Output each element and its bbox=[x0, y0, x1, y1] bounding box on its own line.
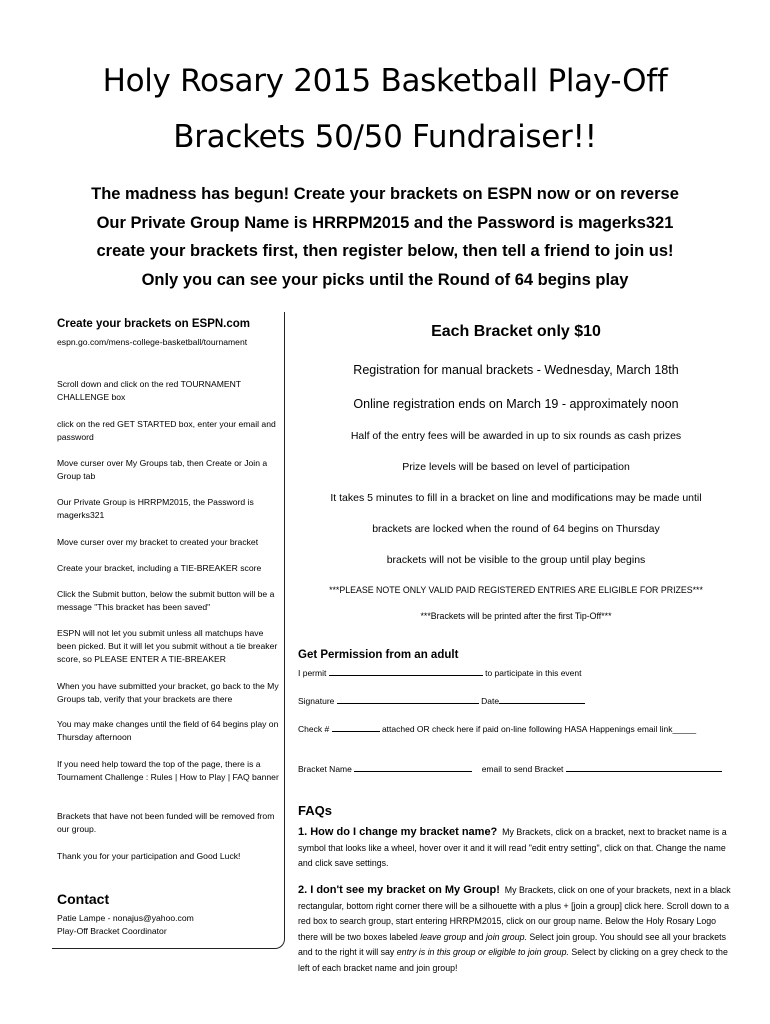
intro-line-3: create your brackets first, then register below, then tell a friend to join us! bbox=[96, 242, 674, 260]
faq-2-and: and bbox=[468, 931, 484, 942]
step-9: When you have submitted your bracket, go back to the My Groups tab, verify that your brackets are there bbox=[57, 681, 279, 704]
participate-label: to participate in this event bbox=[485, 668, 582, 678]
contact-heading: Contact bbox=[57, 891, 110, 907]
check-number-field[interactable] bbox=[332, 723, 380, 732]
signature-field[interactable] bbox=[337, 695, 479, 704]
faq-2-leave-group: leave group bbox=[420, 931, 467, 942]
contact-role: Play-Off Bracket Coordinator bbox=[57, 926, 167, 936]
step-11: If you need help toward the top of the page, there is a Tournament Challenge : Rules | How to Play | FAQ banner bbox=[57, 759, 279, 782]
info-line-5: It takes 5 minutes to fill in a bracket on line and modifications may be made until bbox=[330, 492, 702, 504]
child-name-field[interactable] bbox=[329, 667, 483, 676]
info-line-4: Prize levels will be based on level of participation bbox=[402, 461, 630, 473]
espn-url: espn.go.com/mens-college-basketball/tournament bbox=[57, 337, 248, 347]
faqs-heading: FAQs bbox=[298, 803, 332, 818]
bracket-name-label: Bracket Name bbox=[298, 764, 352, 774]
faq-2-answer-part3: Select by clicking on a grey check to the left of each bracket name and join group! bbox=[298, 947, 728, 973]
title-line-1: Holy Rosary 2015 Basketball Play-Off bbox=[102, 63, 668, 99]
bracket-name-line bbox=[298, 763, 722, 774]
info-line-7: brackets will not be visible to the group until play begins bbox=[386, 554, 646, 566]
info-line-3: Half of the entry fees will be awarded in up to six rounds as cash prizes bbox=[350, 430, 682, 442]
intro-line-4: Only you can see your picks until the Round of 64 begins play bbox=[141, 270, 629, 289]
step-8: ESPN will not let you submit unless all matchups have been picked. But it will let you submit without a tie breaker score, so PLEASE ENTER A TIE-BREAKER bbox=[57, 628, 278, 664]
signature-line bbox=[298, 695, 585, 706]
check-rest-label: attached OR check here if paid on-line following HASA Happenings email link_____ bbox=[381, 724, 697, 734]
step-4: Our Private Group is HRRPM2015, the Password is magerks321 bbox=[57, 497, 254, 520]
step-12: Brackets that have not been funded will be removed from our group. bbox=[57, 811, 275, 834]
faq-2-answer-part1: My Brackets, click on one of your brackets, next in a black rectangular, bottom right corner there will be a silhouette with a plus + [join a group] click here. Scroll down to a red box to search group, start entering HRRPM2015, click on our group name. Below the Holy Rosary Logo there will be two boxes labeled bbox=[298, 885, 731, 942]
info-line-2: Online registration ends on March 19 - approximately noon bbox=[353, 397, 679, 411]
faq-1-question: 1. How do I change my bracket name? bbox=[298, 826, 498, 838]
note-valid-entries: ***PLEASE NOTE ONLY VALID PAID REGISTERED ENTRIES ARE ELIGIBLE FOR PRIZES*** bbox=[329, 585, 703, 595]
faq-1-answer: My Brackets, click on a bracket, next to bracket name is a symbol that looks like a wheel, hover over it and it will read "edit entry setting", click on that. Change the name and click save settings. bbox=[298, 827, 727, 868]
contact-email: Patie Lampe - nonajus@yahoo.com bbox=[57, 913, 194, 923]
date-label: Date bbox=[481, 696, 500, 706]
price-heading: Each Bracket only $10 bbox=[431, 323, 601, 340]
faq-2-question: 2. I don't see my bracket on My Group! bbox=[298, 884, 500, 896]
title-line-2: Brackets 50/50 Fundraiser!! bbox=[173, 119, 597, 155]
email-field[interactable] bbox=[566, 763, 722, 772]
bracket-name-field[interactable] bbox=[354, 763, 472, 772]
faq-2-eligible: entry is in this group or eligible to join group. bbox=[396, 947, 569, 957]
faq-1 bbox=[298, 825, 738, 872]
faq-2 bbox=[298, 883, 738, 976]
permit-label: I permit bbox=[298, 668, 327, 678]
step-10: You may make changes until the field of 64 begins play on Thursday afternoon bbox=[57, 719, 279, 742]
intro-line-2: Our Private Group Name is HRRPM2015 and the Password is magerks321 bbox=[96, 213, 674, 232]
step-13: Thank you for your participation and Good Luck! bbox=[57, 851, 241, 861]
step-6: Create your bracket, including a TIE-BREAKER score bbox=[57, 563, 262, 573]
step-2: click on the red GET STARTED box, enter your email and password bbox=[57, 419, 276, 442]
step-1: Scroll down and click on the red TOURNAMENT CHALLENGE box bbox=[57, 379, 241, 402]
faq-2-join-group: join group. bbox=[485, 931, 527, 942]
step-3: Move curser over My Groups tab, then Create or Join a Group tab bbox=[57, 458, 268, 481]
page-title bbox=[0, 57, 770, 161]
info-line-1: Registration for manual brackets - Wednesday, March 18th bbox=[353, 363, 679, 377]
step-7: Click the Submit button, below the submit button will be a message "This bracket has been saved" bbox=[57, 589, 275, 612]
date-field[interactable] bbox=[499, 695, 585, 704]
permit-line bbox=[298, 667, 581, 678]
intro-block bbox=[0, 180, 770, 294]
check-label: Check # bbox=[298, 724, 330, 734]
signature-label: Signature bbox=[298, 696, 335, 706]
email-label: email to send Bracket bbox=[481, 764, 564, 774]
sidebar-heading: Create your brackets on ESPN.com bbox=[57, 318, 251, 330]
note-printed: ***Brackets will be printed after the first Tip-Off*** bbox=[420, 611, 612, 621]
info-line-6: brackets are locked when the round of 64 begins on Thursday bbox=[372, 523, 660, 535]
check-line bbox=[298, 723, 696, 734]
step-5: Move curser over my bracket to created your bracket bbox=[57, 537, 259, 547]
permission-heading: Get Permission from an adult bbox=[298, 649, 459, 661]
faq-2-answer-part2: Select join group. You should see all your brackets and to the right it will say bbox=[298, 931, 726, 957]
intro-line-1: The madness has begun! Create your brackets on ESPN now or on reverse bbox=[91, 185, 679, 203]
